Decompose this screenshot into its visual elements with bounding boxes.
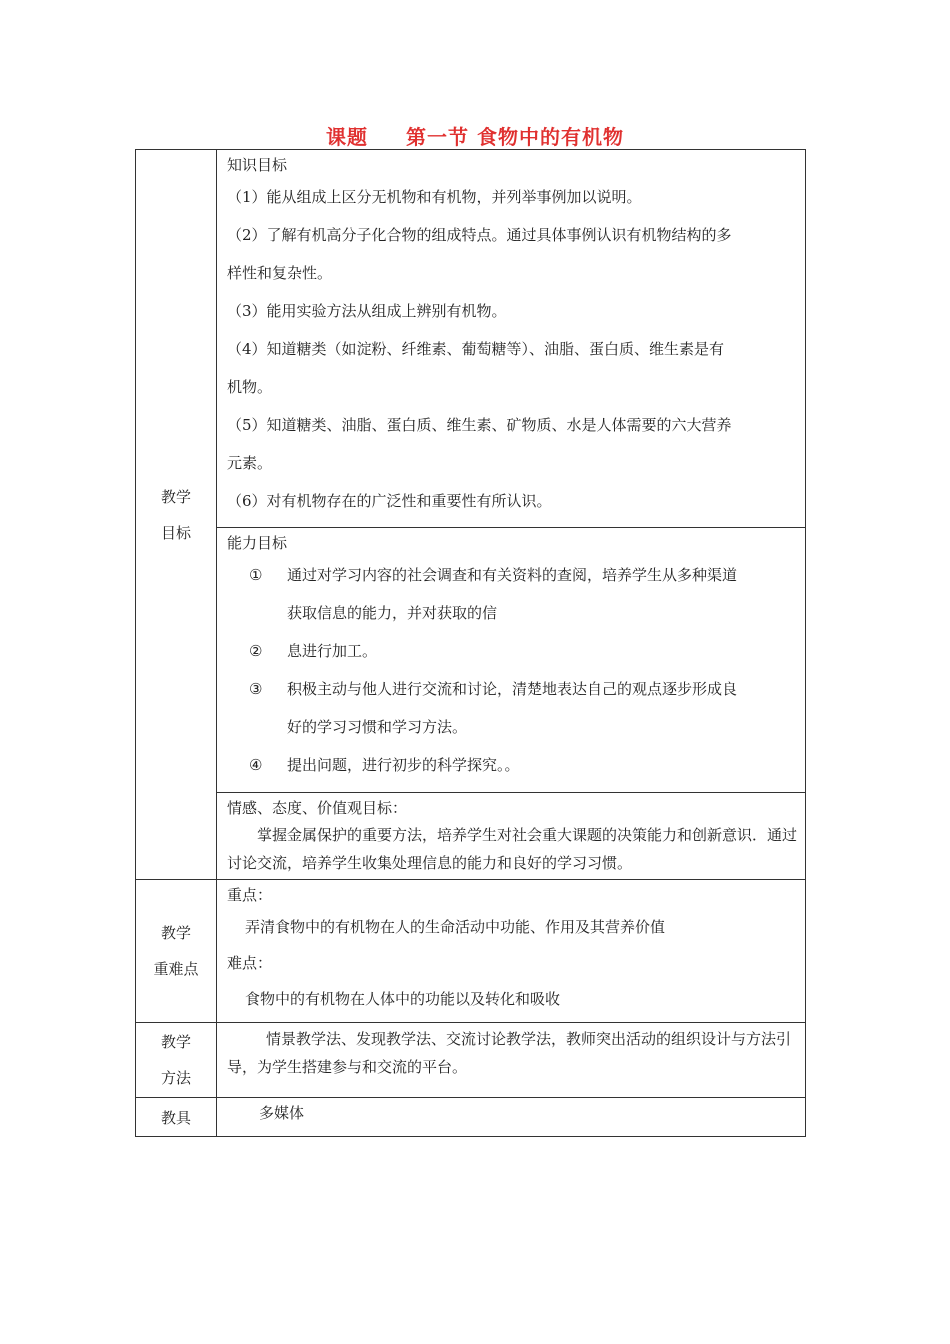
key-points-label-line-2: 重难点 bbox=[153, 960, 199, 978]
method-label-line-1: 教学 bbox=[160, 1033, 191, 1051]
method-row bbox=[136, 1023, 806, 1098]
knowledge-line: 机物。 bbox=[227, 378, 273, 396]
method-label-line-2: 方法 bbox=[160, 1069, 191, 1087]
page-title bbox=[0, 121, 950, 150]
knowledge-line: （2）了解有机高分子化合物的组成特点。通过具体事例认识有机物结构的多 bbox=[227, 226, 732, 244]
method-text: 情景教学法、发现教学法、交流讨论教学法，教师突出活动的组织设计与方法引导，为学生搭建参与和交流的平台。 bbox=[227, 1030, 792, 1076]
knowledge-cell bbox=[217, 150, 806, 528]
method-label bbox=[136, 1023, 217, 1098]
difficult-heading: 难点： bbox=[227, 954, 273, 972]
title-text: 第一节 食物中的有机物 bbox=[406, 125, 624, 149]
ability-number: ③ bbox=[249, 680, 263, 698]
method-cell bbox=[217, 1023, 806, 1098]
key-text: 弄清食物中的有机物在人的生命活动中功能、作用及其营养价值 bbox=[245, 918, 666, 936]
knowledge-line: （1）能从组成上区分无机物和有机物，并列举事例加以说明。 bbox=[227, 188, 642, 206]
knowledge-line: （4）知道糖类（如淀粉、纤维素、葡萄糖等）、油脂、蛋白质、维生素是有 bbox=[227, 340, 725, 358]
emotion-cell bbox=[217, 793, 806, 880]
goals-label-line-1: 教学 bbox=[160, 487, 191, 506]
ability-text: 积极主动与他人进行交流和讨论，清楚地表达自己的观点逐步形成良 bbox=[287, 680, 738, 698]
ability-item bbox=[227, 670, 797, 708]
ability-cell bbox=[217, 528, 806, 793]
difficult-text: 食物中的有机物在人体中的功能以及转化和吸收 bbox=[245, 990, 561, 1008]
ability-text: 提出问题，进行初步的科学探究。。 bbox=[287, 756, 520, 774]
ability-number: ① bbox=[249, 566, 263, 584]
ability-heading: 能力目标 bbox=[227, 534, 288, 552]
knowledge-heading: 知识目标 bbox=[227, 156, 288, 174]
knowledge-line: 元素。 bbox=[227, 454, 273, 472]
ability-item bbox=[227, 556, 797, 594]
knowledge-line: （6）对有机物存在的广泛性和重要性有所认识。 bbox=[227, 492, 552, 510]
knowledge-row bbox=[136, 150, 806, 528]
emotion-row bbox=[136, 793, 806, 880]
emotion-text: 掌握金属保护的重要方法，培养学生对社会重大课题的决策能力和创新意识．通过讨论交流，培养学生收集处理信息的能力和良好的学习习惯。 bbox=[227, 826, 798, 872]
key-points-cell bbox=[217, 880, 806, 1023]
key-points-label-line-1: 教学 bbox=[160, 924, 191, 942]
ability-continuation: 获取信息的能力，并对获取的信 bbox=[287, 604, 498, 622]
ability-item bbox=[227, 746, 797, 784]
ability-text: 通过对学习内容的社会调查和有关资料的查阅，培养学生从多种渠道 bbox=[287, 566, 738, 584]
knowledge-line: （3）能用实验方法从组成上辨别有机物。 bbox=[227, 302, 507, 320]
ability-item bbox=[227, 632, 797, 670]
knowledge-line: 样性和复杂性。 bbox=[227, 264, 333, 282]
goals-label bbox=[136, 150, 217, 880]
ability-number: ④ bbox=[249, 756, 263, 774]
ability-row bbox=[136, 528, 806, 793]
key-points-row bbox=[136, 880, 806, 1023]
tools-label: 教具 bbox=[136, 1098, 217, 1137]
tools-row bbox=[136, 1098, 806, 1137]
knowledge-line: （5）知道糖类、油脂、蛋白质、维生素、矿物质、水是人体需要的六大营养 bbox=[227, 416, 732, 434]
tools-text: 多媒体 bbox=[259, 1104, 305, 1122]
lesson-plan-table bbox=[135, 149, 806, 1137]
tools-cell bbox=[217, 1098, 806, 1137]
ability-continuation: 好的学习习惯和学习方法。 bbox=[287, 718, 468, 736]
goals-label-line-2: 目标 bbox=[160, 523, 191, 542]
emotion-heading: 情感、态度、价值观目标： bbox=[227, 799, 408, 817]
ability-number: ② bbox=[249, 642, 263, 660]
key-points-label bbox=[136, 880, 217, 1023]
title-prefix: 课题 bbox=[326, 125, 369, 149]
key-heading: 重点： bbox=[227, 886, 273, 904]
ability-text: 息进行加工。 bbox=[287, 642, 378, 660]
